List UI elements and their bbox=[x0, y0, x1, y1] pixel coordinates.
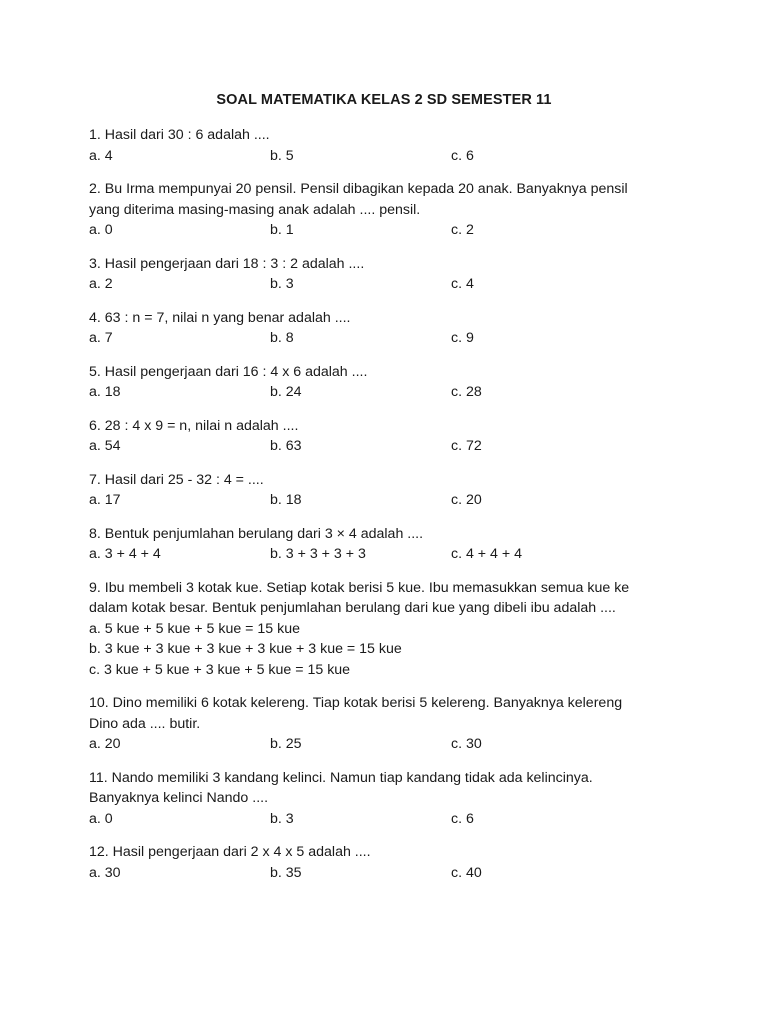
answer-options-row bbox=[89, 220, 689, 241]
answer-options-row bbox=[89, 274, 689, 295]
answer-options-row bbox=[89, 382, 689, 403]
question-text: 9. Ibu membeli 3 kotak kue. Setiap kotak berisi 5 kue. Ibu memasukkan semua kue ke bbox=[89, 579, 630, 596]
answer-options-row bbox=[89, 328, 689, 349]
answer-option: c. 4 + 4 + 4 bbox=[451, 546, 522, 562]
question-text: 12. Hasil pengerjaan dari 2 x 4 x 5 adalah .... bbox=[89, 844, 371, 860]
answer-option: c. 6 bbox=[451, 147, 474, 164]
question-9 bbox=[89, 578, 689, 681]
answer-options-row bbox=[89, 734, 689, 755]
question-text: Dino ada .... butir. bbox=[89, 715, 201, 732]
answer-option: b. 3 + 3 + 3 + 3 bbox=[270, 546, 366, 562]
answer-option: a. 0 bbox=[89, 810, 113, 827]
answer-option: a. 18 bbox=[89, 384, 121, 400]
question-text: 4. 63 : n = 7, nilai n yang benar adalah .... bbox=[89, 309, 351, 326]
question-text: 8. Bentuk penjumlahan berulang dari 3 × 4 adalah .... bbox=[89, 525, 424, 542]
answer-option: c. 72 bbox=[451, 438, 482, 454]
answer-option: b. 3 bbox=[270, 810, 294, 827]
answer-option: b. 3 kue + 3 kue + 3 kue + 3 kue + 3 kue = 15 kue bbox=[89, 641, 402, 657]
question-text: 10. Dino memiliki 6 kotak kelereng. Tiap kotak berisi 5 kelereng. Banyaknya kelereng bbox=[89, 695, 623, 711]
answer-option: a. 0 bbox=[89, 222, 113, 238]
question-text: 7. Hasil dari 25 - 32 : 4 = .... bbox=[89, 471, 264, 488]
question-text: 2. Bu Irma mempunyai 20 pensil. Pensil dibagikan kepada 20 anak. Banyaknya pensil bbox=[89, 181, 628, 197]
answer-options-row bbox=[89, 544, 689, 565]
question-1 bbox=[89, 125, 689, 166]
question-5 bbox=[89, 362, 689, 403]
answer-option: a. 5 kue + 5 kue + 5 kue = 15 kue bbox=[89, 620, 300, 637]
question-text: 11. Nando memiliki 3 kandang kelinci. Namun tiap kandang tidak ada kelincinya. bbox=[89, 769, 593, 786]
answer-option: b. 63 bbox=[270, 438, 302, 454]
question-11 bbox=[89, 768, 689, 830]
answer-option: b. 25 bbox=[270, 736, 302, 752]
question-10 bbox=[89, 693, 689, 755]
answer-option: c. 3 kue + 5 kue + 3 kue + 5 kue = 15 kue bbox=[89, 661, 351, 678]
question-3 bbox=[89, 254, 689, 295]
answer-option: a. 3 + 4 + 4 bbox=[89, 546, 161, 562]
answer-option: b. 3 bbox=[270, 276, 294, 292]
answer-option: a. 2 bbox=[89, 276, 113, 292]
answer-option: a. 20 bbox=[89, 736, 121, 752]
answer-option: b. 5 bbox=[270, 147, 294, 164]
question-text: yang diterima masing-masing anak adalah .... pensil. bbox=[89, 201, 421, 218]
question-7 bbox=[89, 470, 689, 511]
answer-option: c. 28 bbox=[451, 384, 482, 400]
worksheet-title: SOAL MATEMATIKA KELAS 2 SD SEMESTER 11 bbox=[216, 92, 552, 108]
question-text: Banyaknya kelinci Nando .... bbox=[89, 790, 269, 806]
answer-options-row bbox=[89, 490, 689, 511]
question-12 bbox=[89, 842, 689, 883]
answer-option: c. 2 bbox=[451, 222, 474, 238]
answer-options-row bbox=[89, 809, 689, 830]
answer-option: b. 35 bbox=[270, 864, 302, 881]
answer-option: c. 40 bbox=[451, 864, 482, 881]
question-6 bbox=[89, 416, 689, 457]
answer-option: a. 30 bbox=[89, 864, 121, 881]
answer-option: a. 7 bbox=[89, 330, 113, 346]
answer-option: b. 18 bbox=[270, 492, 302, 508]
answer-option: a. 54 bbox=[89, 438, 121, 454]
answer-option: a. 17 bbox=[89, 492, 121, 508]
answer-option: a. 4 bbox=[89, 147, 113, 164]
question-2 bbox=[89, 179, 689, 241]
question-text: 1. Hasil dari 30 : 6 adalah .... bbox=[89, 127, 270, 143]
answer-option: b. 24 bbox=[270, 384, 302, 400]
answer-option: c. 20 bbox=[451, 492, 482, 508]
answer-option: c. 30 bbox=[451, 736, 482, 752]
question-8 bbox=[89, 524, 689, 565]
question-text: 5. Hasil pengerjaan dari 16 : 4 x 6 adalah .... bbox=[89, 363, 368, 380]
answer-options-row bbox=[89, 436, 689, 457]
question-text: 3. Hasil pengerjaan dari 18 : 3 : 2 adalah .... bbox=[89, 255, 365, 272]
answer-option: c. 9 bbox=[451, 330, 474, 346]
question-text: 6. 28 : 4 x 9 = n, nilai n adalah .... bbox=[89, 417, 299, 434]
answer-option: b. 8 bbox=[270, 330, 294, 346]
worksheet-page bbox=[89, 92, 689, 896]
question-4 bbox=[89, 308, 689, 349]
answer-options-row bbox=[89, 146, 689, 167]
answer-option: c. 4 bbox=[451, 276, 474, 292]
answer-option: b. 1 bbox=[270, 222, 294, 238]
question-text: dalam kotak besar. Bentuk penjumlahan berulang dari kue yang dibeli ibu adalah .... bbox=[89, 600, 616, 616]
answer-options-row bbox=[89, 863, 689, 884]
question-list bbox=[89, 125, 689, 883]
answer-option: c. 6 bbox=[451, 810, 474, 827]
